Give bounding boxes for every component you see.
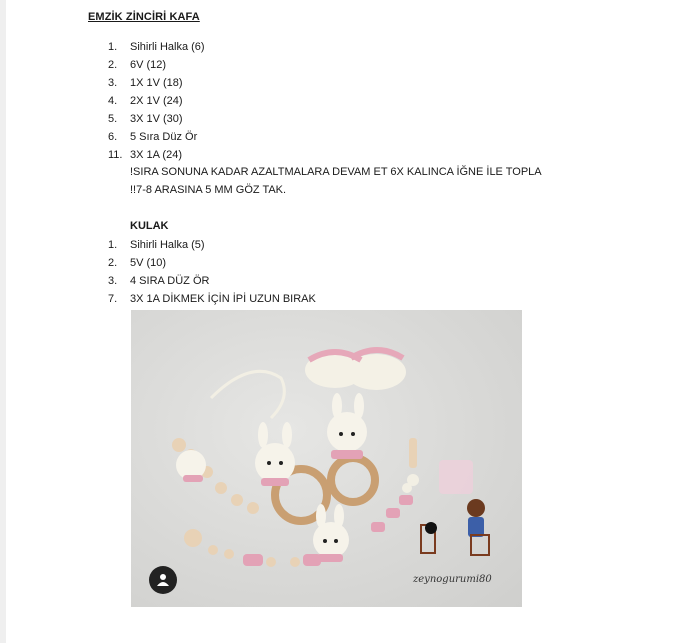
list-item: [108, 146, 368, 164]
list-item-number: 4.: [108, 95, 118, 107]
list-item-number: 1.: [108, 41, 118, 53]
document-title: EMZİK ZİNCİRİ KAFA: [88, 11, 200, 23]
list-item-text: 5V (10): [130, 257, 167, 269]
list-item-number: 1.: [108, 239, 118, 251]
list-item: [108, 74, 368, 92]
list-item-number: 3.: [108, 275, 118, 287]
product-photo: [131, 310, 522, 607]
list-item-text: 6V (12): [130, 59, 167, 71]
list-item: [108, 128, 368, 146]
list-item-number: 2.: [108, 59, 118, 71]
note-line-2: !!7-8 ARASINA 5 MM GÖZ TAK.: [130, 184, 287, 196]
list-item-number: 3.: [108, 77, 118, 89]
list-item-number: 2.: [108, 257, 118, 269]
list-item: [108, 290, 428, 308]
list-item: [108, 254, 428, 272]
note-line-1: !SIRA SONUNA KADAR AZALTMALARA DEVAM ET 6X KALINCA İĞNE İLE TOPLA: [130, 166, 542, 178]
user-icon: [155, 572, 171, 588]
list-item-number: 11.: [108, 149, 123, 161]
photo-watermark: zeynogurumi80: [413, 574, 492, 585]
list-item-text: Sihirli Halka (6): [130, 41, 205, 53]
crochet-rattles-illustration: [131, 310, 522, 607]
list-item-number: 6.: [108, 131, 118, 143]
list-item-text: 3X 1V (30): [130, 113, 183, 125]
list-item: [108, 110, 368, 128]
list-item: [108, 56, 368, 74]
list-item-number: 7.: [108, 293, 118, 305]
list-item-text: 3X 1A (24): [130, 149, 182, 161]
list-item: [108, 92, 368, 110]
list-item-text: 1X 1V (18): [130, 77, 183, 89]
profile-avatar-button[interactable]: [149, 566, 177, 594]
ear-section-title: KULAK: [130, 220, 169, 232]
list-item: [108, 38, 368, 56]
list-item-number: 5.: [108, 113, 118, 125]
page-edge: [0, 0, 6, 643]
list-item-text: 5 Sıra Düz Ör: [130, 131, 198, 143]
list-item: [108, 272, 428, 290]
list-item-text: Sihirli Halka (5): [130, 239, 205, 251]
list-item-text: 3X 1A DİKMEK İÇİN İPİ UZUN BIRAK: [130, 293, 316, 305]
list-item-text: 4 SIRA DÜZ ÖR: [130, 275, 210, 287]
ear-steps-list: [108, 236, 428, 308]
head-steps-list: [108, 38, 368, 164]
list-item-text: 2X 1V (24): [130, 95, 183, 107]
list-item: [108, 236, 428, 254]
